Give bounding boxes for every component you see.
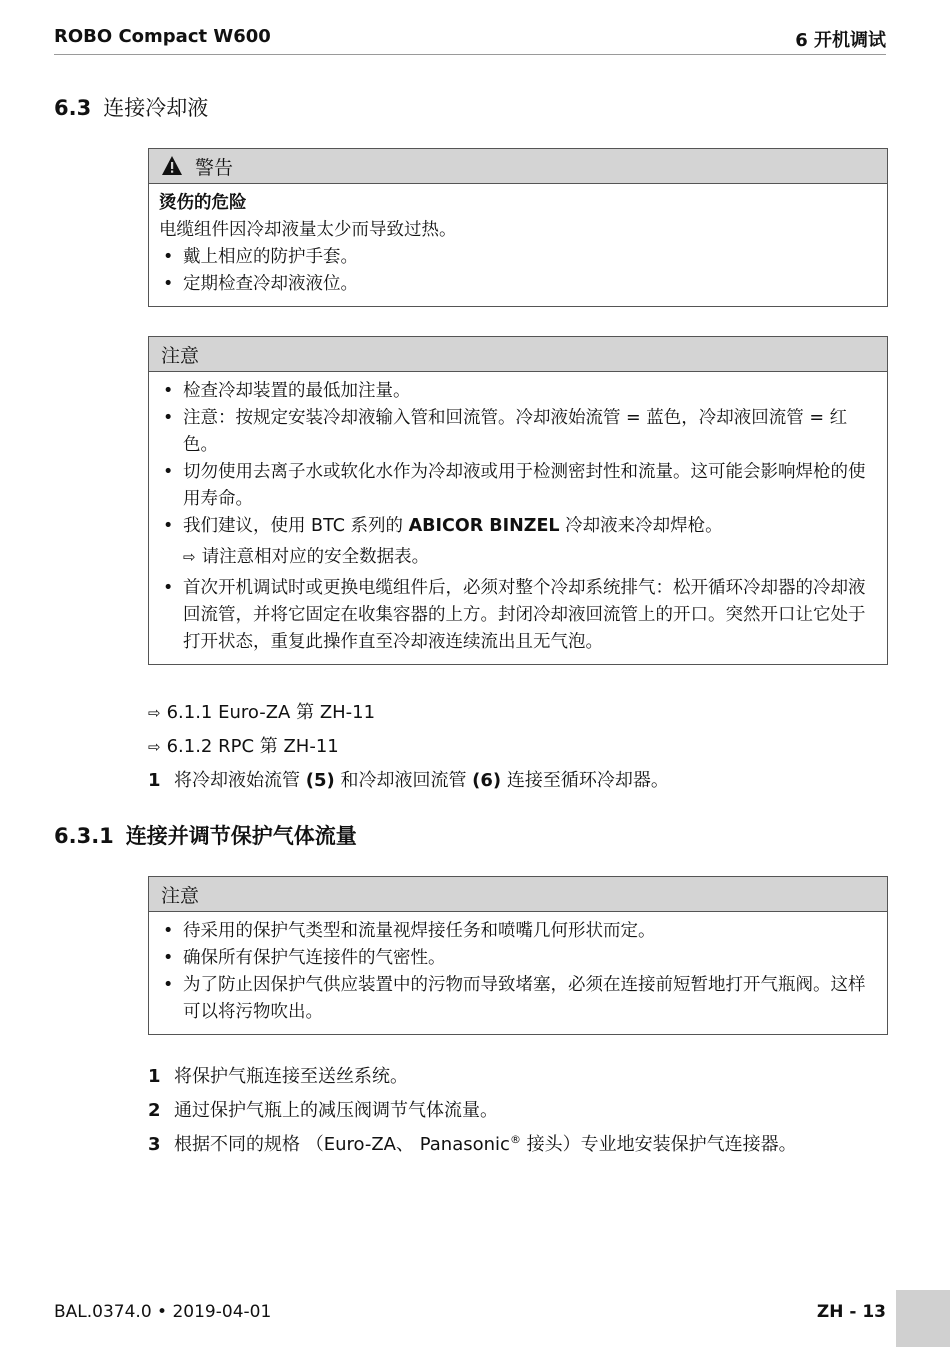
notice-list	[159, 378, 877, 540]
warning-box-header	[149, 149, 887, 184]
arrow-right-icon: ⇨	[148, 704, 161, 722]
header-chapter-title: 6 开机调试	[795, 30, 886, 51]
subsection-heading	[54, 820, 357, 850]
notice-box-coolant	[148, 336, 888, 665]
list-item: • 待采用的保护气类型和流量视焊接任务和喷嘴几何形状而定。	[159, 918, 877, 945]
notice-box-header	[149, 337, 887, 372]
footer-document-id: BAL.0374.0 • 2019-04-01	[54, 1302, 272, 1322]
step-text: 和冷却液回流管	[334, 770, 473, 791]
brand-name: ABICOR BINZEL	[408, 516, 560, 536]
list-item: • 为了防止因保护气供应装置中的污物而导致堵塞，必须在连接前短暂地打开气瓶阀。这样可以将污物吹出。	[159, 972, 877, 1026]
cross-reference-text: 6.1.2 RPC 第 ZH-11	[166, 736, 339, 757]
step-text: 接头）专业地安装保护气连接器。	[520, 1134, 797, 1155]
list-item: • 首次开机调试时或更换电缆组件后，必须对整个冷却系统排气：松开循环冷却器的冷却液回流管，并将它固定在收集容器的上方。封闭冷却液回流管上的开口。突然开口让它处于打开状态，重复此操作直至冷却液连续流出且无气泡。	[159, 575, 877, 656]
section-title: 连接冷却液	[103, 96, 209, 120]
notice-heading: 注意	[161, 344, 200, 367]
step-number: 2	[148, 1100, 161, 1121]
list-item: • 检查冷却装置的最低加注量。	[159, 378, 877, 405]
subsection-title: 连接并调节保护气体流量	[125, 824, 357, 848]
step-item	[148, 1096, 498, 1122]
warning-heading: 警告	[195, 156, 234, 179]
cross-reference-text: 请注意相对应的安全数据表。	[201, 547, 430, 567]
warning-box-body	[149, 184, 887, 306]
registered-mark: ®	[509, 1133, 521, 1146]
cross-reference-text: 6.1.1 Euro-ZA 第 ZH-11	[166, 702, 376, 723]
notice-list	[159, 575, 877, 656]
step-text: 通过保护气瓶上的减压阀调节气体流量。	[174, 1100, 498, 1121]
arrow-right-icon: ⇨	[148, 738, 161, 756]
list-item-text: 冷却液来冷却焊枪。	[559, 516, 723, 536]
step-text: 将保护气瓶连接至送丝系统。	[174, 1066, 408, 1087]
warning-triangle-icon	[161, 155, 183, 177]
header-divider	[54, 54, 886, 55]
cross-reference-link[interactable]	[148, 698, 375, 724]
warning-list	[159, 244, 877, 298]
notice-box-body	[149, 912, 887, 1034]
cross-reference-link[interactable]	[148, 732, 339, 758]
footer-page-number: ZH - 13	[816, 1302, 886, 1322]
part-reference: (6)	[472, 770, 502, 791]
list-item: • 戴上相应的防护手套。	[159, 244, 877, 271]
step-text: 根据不同的规格 （Euro-ZA、 Panasonic	[174, 1134, 510, 1155]
notice-box-gas	[148, 876, 888, 1035]
cross-reference	[159, 544, 877, 571]
step-item	[148, 1130, 797, 1156]
step-item	[148, 766, 669, 792]
step-text: 将冷却液始流管	[174, 770, 306, 791]
step-text: 连接至循环冷却器。	[501, 770, 669, 791]
list-item: • 注意：按规定安装冷却液输入管和回流管。冷却液始流管 = 蓝色，冷却液回流管 = 红色。	[159, 405, 877, 459]
warning-subtitle: 烫伤的危险	[159, 193, 247, 213]
part-reference: (5)	[305, 770, 335, 791]
list-item: • 定期检查冷却液液位。	[159, 271, 877, 298]
notice-heading: 注意	[161, 884, 200, 907]
warning-text: 电缆组件因冷却液量太少而导致过热。	[159, 220, 457, 240]
notice-box-header	[149, 877, 887, 912]
header-product-title: ROBO Compact W600	[54, 26, 271, 47]
notice-list	[159, 918, 877, 1026]
list-item: • 切勿使用去离子水或软化水作为冷却液或用于检测密封性和流量。这可能会影响焊枪的使用寿命。	[159, 459, 877, 513]
notice-box-body	[149, 372, 887, 664]
list-item: • 确保所有保护气连接件的气密性。	[159, 945, 877, 972]
arrow-right-icon: ⇨	[183, 548, 196, 566]
warning-box	[148, 148, 888, 307]
list-item-text: 我们建议，使用 BTC 系列的	[183, 516, 409, 536]
step-number: 3	[148, 1134, 161, 1155]
page-tab-marker	[896, 1290, 950, 1347]
list-item	[159, 513, 877, 540]
section-number: 6.3	[54, 96, 92, 120]
section-heading	[54, 92, 208, 122]
subsection-number: 6.3.1	[54, 824, 114, 848]
step-item	[148, 1062, 408, 1088]
step-number: 1	[148, 1066, 161, 1087]
step-number: 1	[148, 770, 161, 791]
